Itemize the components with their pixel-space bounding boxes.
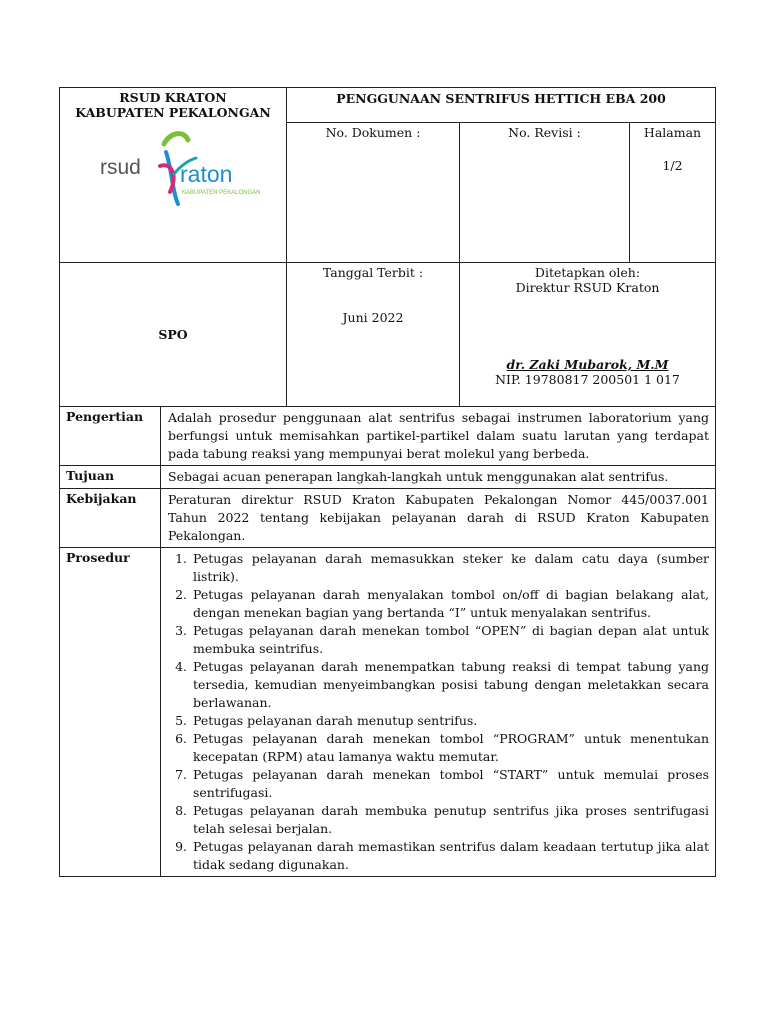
prosedur-row (60, 548, 716, 877)
prosedur-step: 3. Petugas pelayanan darah menekan tombol “OPEN” di bagian depan alat untuk membuka seintrifus. (191, 622, 709, 658)
ditetapkan-line2: Direktur RSUD Kraton (515, 280, 660, 295)
no-dokumen-cell (287, 123, 460, 263)
kebijakan-row (60, 489, 716, 548)
spo-row (60, 263, 716, 407)
hospital-logo (60, 120, 286, 206)
spo-table (59, 87, 716, 877)
prosedur-step: 8. Petugas pelayanan darah membuka penutup sentrifus jika proses sentrifugasi telah selesai berjalan. (191, 802, 709, 838)
no-dokumen-label: No. Dokumen : (325, 125, 421, 140)
signer-nip: NIP. 19780817 200501 1 017 (495, 372, 680, 387)
kebijakan-label: Kebijakan (60, 489, 161, 548)
pengertian-text: Adalah prosedur penggunaan alat sentrifus sebagai instrumen laboratorium yang berfungsi untuk memisahkan partikel-partikel dalam suatu larutan yang terdapat pada tabung reaksi yang mempunyai berat molekul yang berbeda. (161, 407, 716, 466)
kebijakan-text: Peraturan direktur RSUD Kraton Kabupaten Pekalongan Nomor 445/0037.001 Tahun 2022 tentang kebijakan pelayanan darah di RSUD Kraton Kabupaten Pekalongan. (161, 489, 716, 548)
ditetapkan-cell (460, 263, 716, 407)
halaman-label: Halaman (643, 125, 702, 140)
logo-text-right: raton (180, 161, 233, 187)
hospital-line2: KABUPATEN PEKALONGAN (75, 105, 271, 120)
prosedur-step: 6. Petugas pelayanan darah menekan tombol “PROGRAM” untuk menentukan kecepatan (RPM) atau lamanya waktu memutar. (191, 730, 709, 766)
tanggal-label: Tanggal Terbit : (322, 265, 424, 280)
logo-text-left: rsud (100, 156, 141, 179)
halaman-value: 1/2 (662, 158, 683, 173)
tanggal-cell (287, 263, 460, 407)
ditetapkan-line1: Ditetapkan oleh: (534, 265, 641, 280)
prosedur-step: 5. Petugas pelayanan darah menutup sentrifus. (191, 712, 709, 730)
tujuan-text: Sebagai acuan penerapan langkah-langkah untuk menggunakan alat sentrifus. (161, 466, 716, 489)
prosedur-step: 2. Petugas pelayanan darah menyalakan tombol on/off di bagian belakang alat, dengan menekan bagian yang bertanda “I” untuk menyalakan sentrifus. (191, 586, 709, 622)
signer-name: dr. Zaki Mubarok, M.M (506, 357, 669, 372)
tanggal-value: Juni 2022 (342, 310, 404, 325)
prosedur-cell (161, 548, 716, 877)
document-title: PENGGUNAAN SENTRIFUS HETTICH EBA 200 (287, 88, 716, 123)
logo-graphic (60, 120, 286, 210)
logo-subtitle: KABUPATEN PEKALONGAN (182, 190, 261, 196)
pengertian-label: Pengertian (60, 407, 161, 466)
pengertian-row (60, 407, 716, 466)
prosedur-list (168, 550, 709, 874)
prosedur-label: Prosedur (60, 548, 161, 877)
prosedur-step: 9. Petugas pelayanan darah memastikan sentrifus dalam keadaan tertutup jika alat tidak sedang digunakan. (191, 838, 709, 874)
hospital-cell (60, 88, 287, 263)
no-revisi-label: No. Revisi : (508, 125, 581, 140)
tujuan-row (60, 466, 716, 489)
spo-label: SPO (60, 263, 287, 407)
prosedur-step: 4. Petugas pelayanan darah menempatkan tabung reaksi di tempat tabung yang tersedia, kemudian menyeimbangkan posisi tabung dengan meletakkan secara berlawanan. (191, 658, 709, 712)
hospital-line1: RSUD KRATON (119, 90, 227, 105)
halaman-cell (630, 123, 716, 263)
prosedur-step: 7. Petugas pelayanan darah menekan tombol “START” untuk memulai proses sentrifugasi. (191, 766, 709, 802)
no-revisi-cell (460, 123, 630, 263)
hospital-name (60, 88, 286, 120)
prosedur-step: 1. Petugas pelayanan darah memasukkan steker ke dalam catu daya (sumber listrik). (191, 550, 709, 586)
header-row (60, 88, 716, 123)
tujuan-label: Tujuan (60, 466, 161, 489)
